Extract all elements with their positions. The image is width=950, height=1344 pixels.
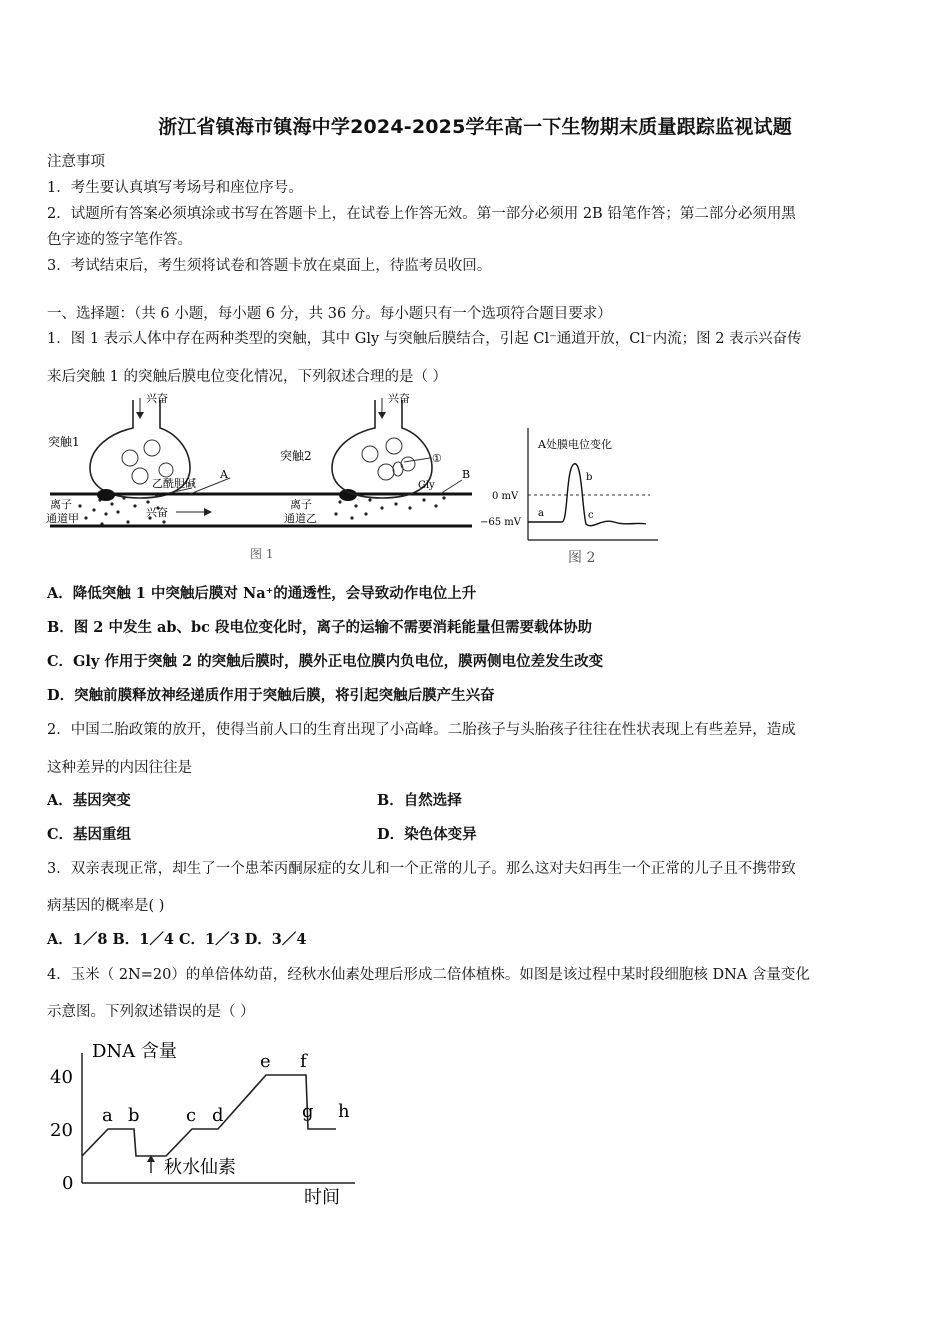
dna-content-line: [82, 1075, 336, 1156]
question-2-option: C．基因重组: [47, 826, 132, 843]
point-label-b: b: [128, 1105, 140, 1126]
y-axis-label: DNA 含量: [92, 1041, 177, 1062]
point-label-c: c: [186, 1105, 197, 1126]
colchicine-annotation: 秋水仙素: [164, 1157, 236, 1178]
point-A-label: A: [220, 468, 228, 481]
excite-label: 兴奋: [146, 506, 168, 519]
synapse-figure: [40, 388, 670, 570]
synapse2-label: 突触2: [280, 449, 312, 463]
question-2-option: B．自然选择: [377, 792, 462, 809]
excite-label: 兴奋: [146, 392, 168, 405]
notice-item: 2．试题所有答案必须填涂或书写在答题卡上，在试卷上作答无效。第一部分必须用 2B 铅笔作答；第二部分必须用黑: [47, 206, 796, 222]
fig1-caption: 图 1: [250, 547, 274, 561]
point-label-e: e: [260, 1051, 271, 1072]
question-3-stem: 病基因的概率是( ): [47, 898, 165, 914]
fig2-caption: 图 2: [568, 550, 596, 566]
question-2-option: A．基因突变: [47, 792, 131, 809]
channel-b-label: 离子: [290, 498, 312, 511]
graph-point-c: c: [588, 510, 594, 521]
synapse1-label: 突触1: [48, 435, 80, 449]
zero-mv-label: 0 mV: [492, 491, 519, 502]
section-heading: 一、选择题：（共 6 小题，每小题 6 分，共 36 分。每小题只有一个选项符合题目要求）: [47, 306, 612, 322]
gly-label: Gly: [418, 480, 435, 491]
question-3-options: A．1／8 B．1／4 C．1／3 D．3／4: [47, 931, 307, 948]
point-label-d: d: [212, 1105, 224, 1126]
circle1-label: ①: [432, 452, 442, 465]
point-label-h: h: [338, 1101, 350, 1122]
rest-mv-label: −65 mV: [480, 517, 521, 528]
y-tick-label: 0: [62, 1173, 74, 1194]
x-axis-label: 时间: [304, 1187, 340, 1208]
question-3-stem: 3．双亲表现正常，却生了一个患苯丙酮尿症的女儿和一个正常的儿子。那么这对夫妇再生一个正常的儿子且不携带致: [47, 861, 796, 877]
graph-title: A处膜电位变化: [538, 438, 612, 451]
channel-a-label: 离子: [50, 498, 72, 511]
channel-a-label: 通道甲: [46, 512, 79, 525]
notice-item: 1．考生要认真填写考场号和座位序号。: [47, 180, 303, 196]
question-1-stem: 来后突触 1 的突触后膜电位变化情况，下列叙述合理的是（ ）: [47, 369, 448, 385]
question-1-option: D．突触前膜释放神经递质作用于突触后膜，将引起突触后膜产生兴奋: [47, 687, 495, 704]
graph-point-a: a: [538, 508, 544, 519]
excite-label: 兴奋: [388, 392, 410, 405]
notice-item: 3．考试结束后，考生须将试卷和答题卡放在桌面上，待监考员收回。: [47, 258, 492, 274]
graph-point-b: b: [586, 472, 593, 483]
notice-heading: 注意事项: [47, 154, 105, 170]
question-1-stem: 1．图 1 表示人体中存在两种类型的突触，其中 Gly 与突触后膜结合，引起 Cl⁻通道开放，Cl⁻内流；图 2 表示兴奋传: [47, 331, 802, 347]
point-label-f: f: [300, 1051, 307, 1072]
point-B-label: B: [462, 468, 471, 481]
question-4-stem: 4．玉米（ 2N=20）的单倍体幼苗，经秋水仙素处理后形成二倍体植株。如图是该过程中某时段细胞核 DNA 含量变化: [47, 967, 810, 983]
y-tick-label: 40: [50, 1067, 73, 1088]
question-1-option: A．降低突触 1 中突触后膜对 Na⁺的通透性，会导致动作电位上升: [47, 585, 477, 602]
question-1-option: B．图 2 中发生 ab、bc 段电位变化时，离子的运输不需要消耗能量但需要载体协助: [47, 619, 593, 636]
point-label-a: a: [102, 1105, 113, 1126]
y-tick-label: 20: [50, 1120, 73, 1141]
question-2-stem: 2．中国二胎政策的放开，使得当前人口的生育出现了小高峰。二胎孩子与头胎孩子往往在性状表现上有些差异，造成: [47, 722, 796, 738]
dna-content-chart: [40, 1035, 370, 1220]
ach-label: 乙酰胆碱: [152, 477, 196, 490]
notice-item: 色字迹的签字笔作答。: [47, 232, 192, 248]
question-4-stem: 示意图。下列叙述错误的是（ ）: [47, 1004, 255, 1020]
page-title: 浙江省镇海市镇海中学2024-2025学年高一下生物期末质量跟踪监视试题: [158, 116, 792, 138]
question-2-stem: 这种差异的内因往往是: [47, 760, 192, 776]
question-2-option: D．染色体变异: [377, 826, 477, 843]
question-1-option: C．Gly 作用于突触 2 的突触后膜时，膜外正电位膜内负电位，膜两侧电位差发生改变: [47, 653, 604, 670]
channel-b-label: 通道乙: [284, 512, 317, 525]
point-label-g: g: [302, 1101, 314, 1122]
